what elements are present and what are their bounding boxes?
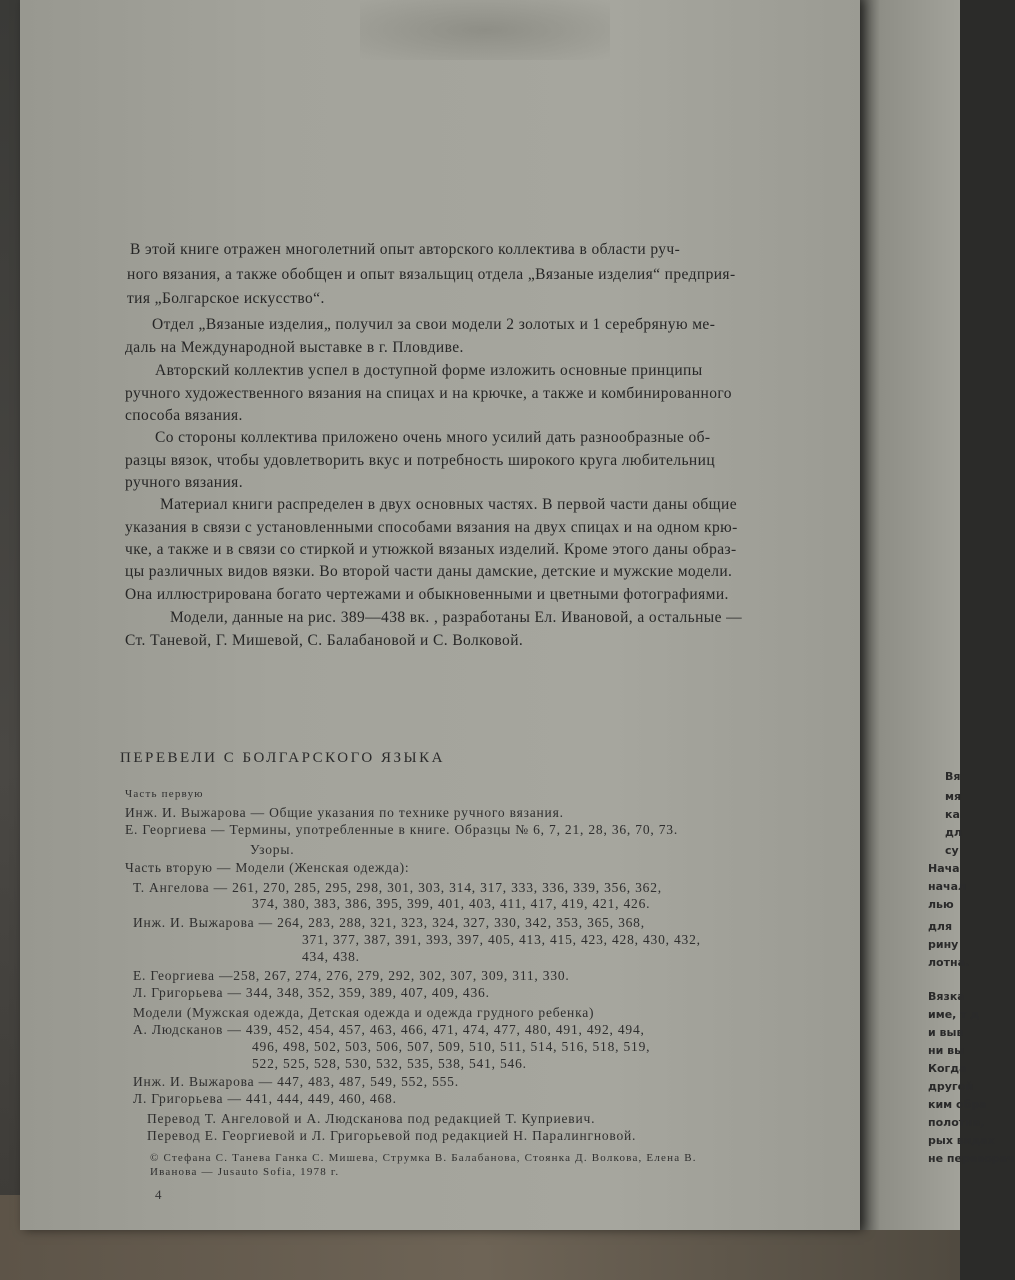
facing-page-fragment: другой (928, 1080, 973, 1093)
credit-line: 374, 380, 383, 386, 395, 399, 401, 403, 411, 417, 419, 421, 426. (252, 896, 651, 911)
credit-line: 434, 438. (302, 949, 360, 964)
credit-line: Инж. И. Выжарова — Общие указания по технике ручного вязания. (125, 805, 564, 820)
credit-line: Л. Григорьева — 344, 348, 352, 359, 389, 407, 409, 436. (133, 985, 490, 1000)
intro-line: Модели, данные на рис. 389—438 вк. , разработаны Ел. Ивановой, а остальные — (170, 609, 743, 626)
intro-line: тия „Болгарское искусство“. (127, 290, 325, 307)
credit-line: Модели (Мужская одежда, Детская одежда и одежда грудного ребенка) (133, 1005, 595, 1020)
intro-line: указания в связи с установленными способами вязания на двух спицах и на одном крю- (125, 519, 738, 536)
intro-line: Авторский коллектив успел в доступной форме изложить основные принципы (155, 362, 703, 379)
facing-page-fragment: не переворач (928, 1152, 1015, 1165)
credit-line: Перевод Е. Георгиевой и Л. Григорьевой под редакцией Н. Паралингновой. (147, 1128, 637, 1143)
intro-line: даль на Международной выставке в г. Пловдиве. (125, 339, 464, 356)
facing-page-fragment: полотна, (928, 1116, 985, 1129)
credit-line: 371, 377, 387, 391, 393, 397, 405, 413, 415, 423, 428, 430, 432, (302, 932, 701, 947)
book-page (20, 0, 860, 1230)
facing-page-fragment: начал (928, 880, 967, 893)
credit-line: Часть вторую — Модели (Женская одежда): (125, 860, 410, 875)
credit-line: Т. Ангелова — 261, 270, 285, 295, 298, 301, 303, 314, 317, 333, 336, 339, 356, 362, (133, 880, 662, 895)
facing-page-fragment: ка (945, 808, 960, 821)
credit-line: © Стефана С. Танева Ганка С. Мишева, Струмка В. Балабанова, Стоянка Д. Волкова, Елена В. (150, 1152, 697, 1164)
credit-line: Л. Григорьева — 441, 444, 449, 460, 468. (133, 1091, 397, 1106)
credit-line: Перевод Т. Ангеловой и А. Людсканова под редакцией Т. Куприевич. (147, 1111, 596, 1126)
facing-page-fragment: име, т д (928, 1008, 980, 1021)
intro-line: ного вязания, а также обобщен и опыт вязальщиц отдела „Вязаные изделия“ предприя- (127, 266, 736, 283)
facing-page-fragment: для (928, 920, 953, 933)
intro-line: Ст. Таневой, Г. Мишевой, С. Балабановой и С. Волковой. (125, 632, 524, 649)
facing-page-fragment: лью (928, 898, 954, 911)
credits-heading: ПЕРЕВЕЛИ С БОЛГАРСКОГО ЯЗЫКА (120, 750, 445, 766)
intro-line: Со стороны коллектива приложено очень много усилий дать разнообразные об- (155, 429, 711, 446)
facing-page-fragment: и выв (928, 1026, 964, 1039)
credit-line: Инж. И. Выжарова — 447, 483, 487, 549, 552, 555. (133, 1074, 459, 1089)
facing-page-fragment: рину (928, 938, 959, 951)
facing-page-fragment: Нача (928, 862, 960, 875)
intro-line: Отдел „Вязаные изделия„ получил за свои модели 2 золотых и 1 серебряную ме- (152, 316, 716, 333)
facing-page-fragment: Вязка (928, 990, 965, 1003)
credit-line: Иванова — Jusauto Sofia, 1978 г. (150, 1166, 340, 1178)
intro-line: способа вязания. (125, 407, 243, 424)
intro-line: Материал книги распределен в двух основных частях. В первой части даны общие (160, 496, 737, 513)
credit-line: А. Людсканов — 439, 452, 454, 457, 463, 466, 471, 474, 477, 480, 491, 492, 494, (133, 1022, 645, 1037)
facing-page-fragment: рых видах (928, 1134, 995, 1147)
credit-line: Узоры. (250, 842, 295, 857)
credit-line: Е. Георгиева —258, 267, 274, 276, 279, 292, 302, 307, 309, 311, 330. (133, 968, 570, 983)
facing-page-fragment: дл (945, 826, 962, 839)
page-number: 4 (155, 1187, 162, 1202)
facing-page-fragment: лотна. (928, 956, 970, 969)
credit-line: Е. Георгиева — Термины, употребленные в книге. Образцы № 6, 7, 21, 28, 36, 70, 73. (125, 822, 678, 837)
intro-line: цы различных видов вязки. Во второй части даны дамские, детские и мужские модели. (125, 563, 733, 580)
intro-line: В этой книге отражен многолетний опыт авторского коллектива в области руч- (130, 241, 681, 258)
intro-line: ручного вязания. (125, 474, 243, 491)
credit-line: Инж. И. Выжарова — 264, 283, 288, 321, 323, 324, 327, 330, 342, 353, 365, 368, (133, 915, 645, 930)
facing-page-fragment: мя (945, 790, 962, 803)
intro-line: чке, а также и в связи со стиркой и утюжкой вязаных изделий. Кроме этого даны образ- (125, 541, 737, 558)
credit-line: 522, 525, 528, 530, 532, 535, 538, 541, 546. (252, 1056, 527, 1071)
facing-page-fragment: ким обра (928, 1098, 987, 1111)
credit-line: Часть первую (125, 788, 204, 800)
intro-line: ручного художественного вязания на спицах и на крючке, а также и комбинированного (125, 385, 732, 402)
intro-line: Она иллюстрирована богато чертежами и обыкновенными и цветными фотографиями. (125, 586, 729, 603)
facing-page-fragment: ни вы (928, 1044, 965, 1057)
facing-page-fragment: су (945, 844, 959, 857)
facing-page-fragment: Когда (928, 1062, 967, 1075)
credit-line: 496, 498, 502, 503, 506, 507, 509, 510, 511, 514, 516, 518, 519, (252, 1039, 651, 1054)
intro-line: разцы вязок, чтобы удовлетворить вкус и потребность широкого круга любительниц (125, 452, 716, 469)
bleed-through (360, 0, 610, 60)
facing-page-fragment: Вя (945, 770, 961, 783)
